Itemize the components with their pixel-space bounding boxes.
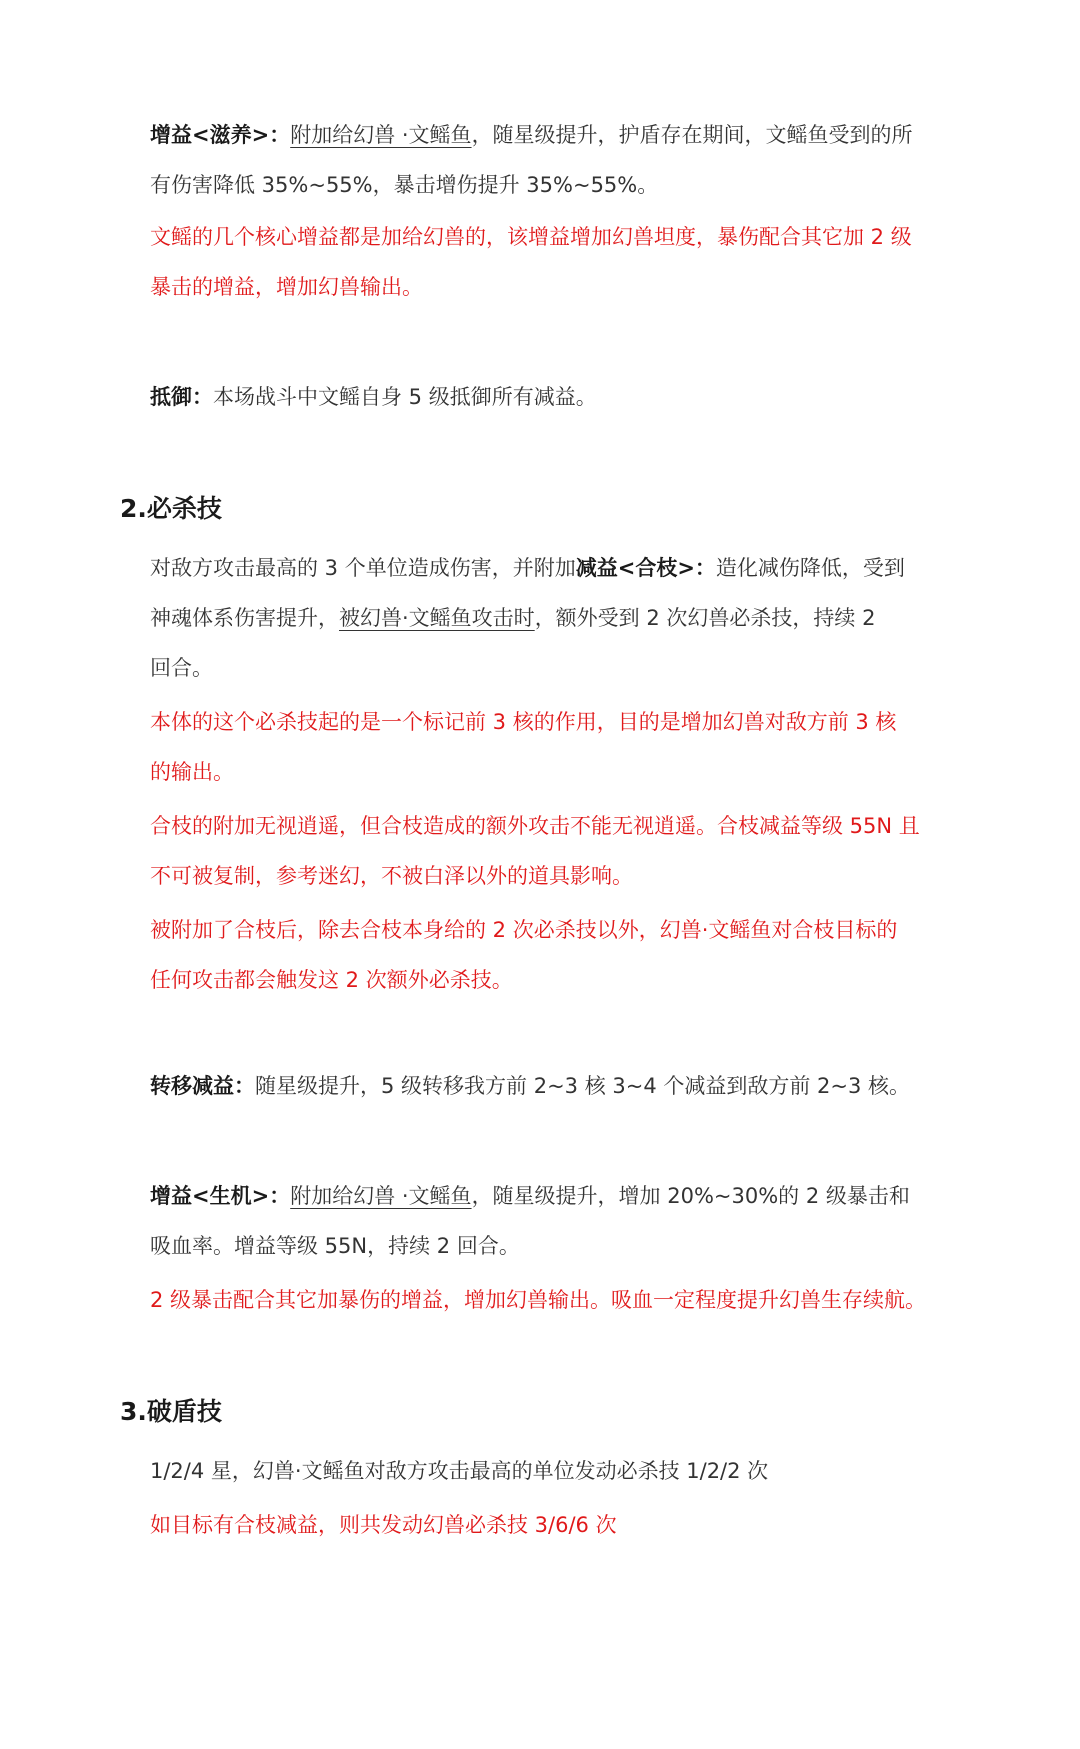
- note-ultimate-1-line-2: 的输出。: [150, 760, 234, 784]
- buff-vitality-label: 增益<生机>：: [150, 1184, 291, 1208]
- note-ultimate-2-line-2: 不可被复制，参考迷幻，不被白泽以外的道具影响。: [150, 864, 633, 888]
- note-ultimate-3-line-2: 任何攻击都会触发这 2 次额外必杀技。: [150, 968, 513, 992]
- ultimate-line-1: [150, 543, 970, 593]
- ultimate-line-2-post: ，额外受到 2 次幻兽必杀技，持续 2: [534, 606, 876, 630]
- note-vitality: 2 级暴击配合其它加暴伤的增益，增加幻兽输出。吸血一定程度提升幻兽生存续航。: [150, 1288, 927, 1312]
- buff-nourish-target-link[interactable]: 附加给幻兽 ·文鳐鱼: [290, 123, 472, 147]
- buff-nourish-line-1: [150, 110, 970, 160]
- ultimate-text-post: 造化减伤降低，受到: [715, 556, 905, 580]
- note-nourish-line-2: 暴击的增益，增加幻兽输出。: [150, 275, 423, 299]
- resist-label: 抵御：: [150, 385, 213, 409]
- section-heading-ultimate: 2.必杀技: [120, 494, 222, 523]
- note-ultimate-1-line-1: 本体的这个必杀技起的是一个标记前 3 核的作用，目的是增加幻兽对敌方前 3 核: [150, 710, 897, 734]
- ultimate-text-pre: 对敌方攻击最高的 3 个单位造成伤害，并附加: [150, 556, 576, 580]
- buff-nourish-label: 增益<滋养>：: [150, 123, 291, 147]
- note-shieldbreak: 如目标有合枝减益，则共发动幻兽必杀技 3/6/6 次: [150, 1513, 617, 1537]
- buff-vitality-line-1: [150, 1171, 970, 1221]
- note-nourish-line-1: 文鳐的几个核心增益都是加给幻兽的，该增益增加幻兽坦度，暴伤配合其它加 2 级: [150, 225, 912, 249]
- ultimate-beast-attack-link[interactable]: 被幻兽·文鳐鱼攻击时: [339, 606, 535, 630]
- debuff-hezhi-label: 减益<合枝>：: [575, 556, 716, 580]
- buff-vitality-text: ，随星级提升，增加 20%~30%的 2 级暴击和: [471, 1184, 910, 1208]
- transfer-debuff-line: [150, 1061, 970, 1111]
- transfer-debuff-label: 转移减益：: [150, 1074, 255, 1098]
- resist-text: 本场战斗中文鳐自身 5 级抵御所有减益。: [213, 385, 597, 409]
- ultimate-line-3: 回合。: [150, 656, 213, 680]
- buff-nourish-line-2: 有伤害降低 35%~55%，暴击增伤提升 35%~55%。: [150, 173, 659, 197]
- shieldbreak-line: 1/2/4 星，幻兽·文鳐鱼对敌方攻击最高的单位发动必杀技 1/2/2 次: [150, 1459, 769, 1483]
- note-ultimate-3-line-1: 被附加了合枝后，除去合枝本身给的 2 次必杀技以外，幻兽·文鳐鱼对合枝目标的: [150, 918, 898, 942]
- ultimate-line-2: [150, 593, 970, 643]
- buff-vitality-line-2: 吸血率。增益等级 55N，持续 2 回合。: [150, 1234, 520, 1258]
- buff-vitality-target-link[interactable]: 附加给幻兽 ·文鳐鱼: [290, 1184, 472, 1208]
- buff-nourish-text: ，随星级提升，护盾存在期间，文鳐鱼受到的所: [471, 123, 913, 147]
- note-ultimate-2-line-1: 合枝的附加无视逍遥，但合枝造成的额外攻击不能无视逍遥。合枝减益等级 55N 且: [150, 814, 920, 838]
- ultimate-line-2-pre: 神魂体系伤害提升，: [150, 606, 339, 630]
- transfer-debuff-text: 随星级提升，5 级转移我方前 2~3 核 3~4 个减益到敌方前 2~3 核。: [255, 1074, 911, 1098]
- resist-line: [150, 372, 970, 422]
- section-heading-shieldbreak: 3.破盾技: [120, 1397, 222, 1426]
